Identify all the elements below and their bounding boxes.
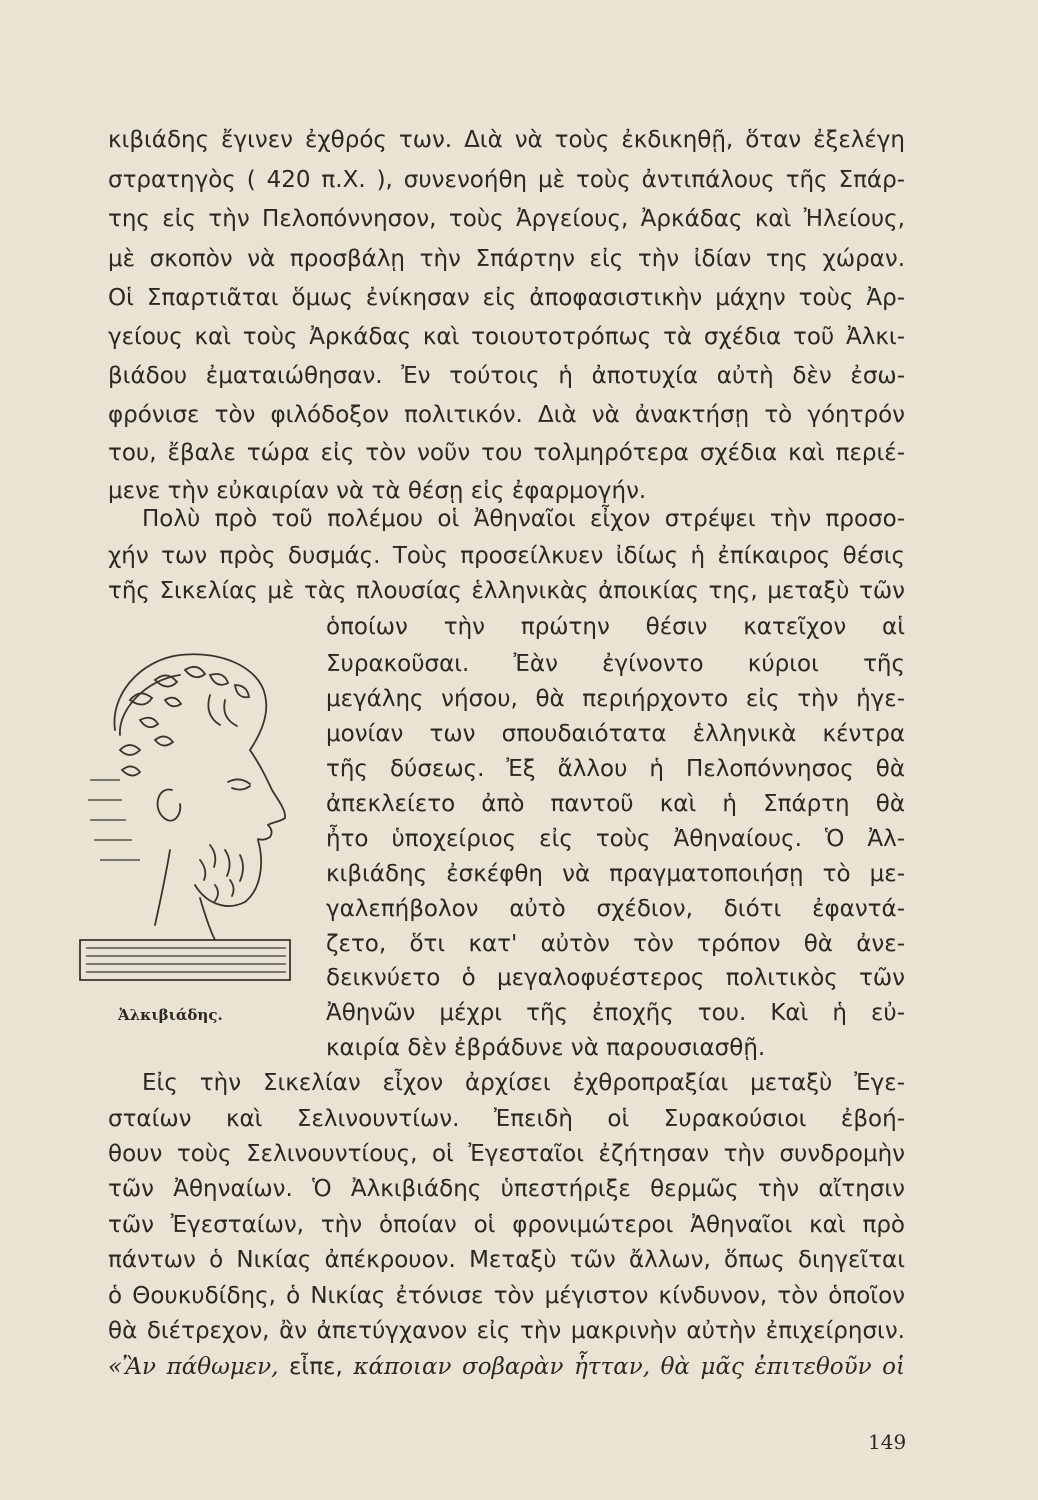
quote-start: «Ἂν πάθωμεν, bbox=[108, 1354, 279, 1380]
text-line: Εἰς τὴν Σικελίαν εἶχον ἀρχίσει ἐχθροπραξίαι μεταξὺ Ἐγε- bbox=[142, 1070, 905, 1096]
text-line: της εἰς τὴν Πελοπόννησον, τοὺς Ἀργείους, Ἀρκάδας καὶ Ἠλείους, bbox=[108, 206, 905, 232]
text-line: βιάδου ἐματαιώθησαν. Ἐν τούτοις ἡ ἀποτυχία αὐτὴ δὲν ἐσω- bbox=[108, 363, 905, 389]
text-line: χήν των πρὸς δυσμάς. Τοὺς προσείλκυεν ἰδίως ἡ ἐπίκαιρος θέσις bbox=[108, 543, 905, 569]
text-line: Ἀθηνῶν μέχρι τῆς ἐποχῆς του. Καὶ ἡ εὐ- bbox=[326, 1000, 905, 1026]
text-line: κιβιάδης ἔγινεν ἐχθρός των. Διὰ νὰ τοὺς ἐκδικηθῇ, ὅταν ἐξελέγη bbox=[108, 127, 905, 153]
text-line: ὁποίων τὴν πρώτην θέσιν κατεῖχον αἱ bbox=[326, 614, 905, 640]
text-line: Πολὺ πρὸ τοῦ πολέμου οἱ Ἀθηναῖοι εἶχον στρέψει τὴν προσο- bbox=[142, 506, 905, 532]
text-line: ὁ Θουκυδίδης, ὁ Νικίας ἐτόνισε τὸν μέγιστον κίνδυνον, τὸν ὁποῖον bbox=[108, 1283, 905, 1309]
text-line: ἀπεκλείετο ἀπὸ παντοῦ καὶ ἡ Σπάρτη θὰ bbox=[326, 791, 905, 817]
text-line: καιρία δὲν ἐβράδυνε νὰ παρουσιασθῇ. bbox=[326, 1035, 766, 1061]
text-line: τῶν Ἀθηναίων. Ὁ Ἀλκιβιάδης ὑπεστήριξε θερμῶς τὴν αἴτησιν bbox=[108, 1176, 905, 1202]
text-line: μὲ σκοπὸν νὰ προσβάλῃ τὴν Σπάρτην εἰς τὴν ἰδίαν της χώραν. bbox=[108, 246, 905, 272]
text-line: θὰ διέτρεχον, ἂν ἀπετύγχανον εἰς τὴν μακρινὴν αὐτὴν ἐπιχείρησιν. bbox=[108, 1318, 905, 1344]
image-caption: Ἀλκιβιάδης. bbox=[118, 1006, 223, 1024]
text-line: μεγάλης νήσου, θὰ περιήρχοντο εἰς τὴν ἡγε- bbox=[326, 686, 905, 712]
text-line: πάντων ὁ Νικίας ἀπέκρουον. Μεταξὺ τῶν ἄλλων, ὅπως διηγεῖται bbox=[108, 1247, 905, 1273]
text-line: θουν τοὺς Σελινουντίους, οἱ Ἐγεσταῖοι ἐζήτησαν τὴν συνδρομὴν bbox=[108, 1141, 905, 1167]
text-line: στρατηγὸς ( 420 π.Χ. ), συνενοήθη μὲ τοὺς ἀντιπάλους τῆς Σπάρ- bbox=[108, 167, 905, 193]
text-line: τῆς Σικελίας μὲ τὰς πλουσίας ἑλληνικὰς ἀποικίας της, μεταξὺ τῶν bbox=[108, 578, 905, 604]
text-line: του, ἔβαλε τώρα εἰς τὸν νοῦν του τολμηρότερα σχέδια καὶ περιέ- bbox=[108, 440, 905, 466]
text-line: ζετο, ὅτι κατ' αὐτὸν τὸν τρόπον θὰ ἀνε- bbox=[326, 931, 905, 957]
text-line: ἦτο ὑποχείριος εἰς τοὺς Ἀθηναίους. Ὁ Ἀλ- bbox=[326, 826, 905, 852]
text-line: γαλεπήβολον αὐτὸ σχέδιον, διότι ἐφαντά- bbox=[326, 896, 905, 922]
text-line: μενε τὴν εὐκαιρίαν νὰ τὰ θέσῃ εἰς ἐφαρμογήν. bbox=[108, 478, 647, 504]
alcibiades-portrait-illustration bbox=[60, 640, 310, 995]
text-line: τῆς δύσεως. Ἐξ ἄλλου ἡ Πελοπόννησος θὰ bbox=[326, 756, 905, 782]
text-line: δεικνύετο ὁ μεγαλοφυέστερος πολιτικὸς τῶν bbox=[326, 965, 905, 991]
text-line: κιβιάδης ἐσκέφθη νὰ πραγματοποιήσῃ τὸ με- bbox=[326, 861, 905, 887]
text-line: φρόνισε τὸν φιλόδοξον πολιτικόν. Διὰ νὰ ἀνακτήσῃ τὸ γόητρόν bbox=[108, 402, 905, 428]
text-line: γείους καὶ τοὺς Ἀρκάδας καὶ τοιουτοτρόπως τὰ σχέδια τοῦ Ἀλκι- bbox=[108, 324, 905, 350]
text-line: Συρακοῦσαι. Ἐὰν ἐγίνοντο κύριοι τῆς bbox=[326, 651, 905, 677]
text-line: μονίαν των σπουδαιότατα ἑλληνικὰ κέντρα bbox=[326, 721, 905, 747]
quote-line bbox=[108, 1352, 905, 1382]
text-line: τῶν Ἐγεσταίων, τὴν ὁποίαν οἱ φρονιμώτεροι Ἀθηναῖοι καὶ πρὸ bbox=[108, 1212, 905, 1238]
text-line: Οἱ Σπαρτιᾶται ὅμως ἐνίκησαν εἰς ἀποφασιστικὴν μάχην τοὺς Ἀρ- bbox=[108, 285, 905, 311]
page-number: 149 bbox=[868, 1430, 907, 1454]
text-line: σταίων καὶ Σελινουντίων. Ἐπειδὴ οἱ Συρακούσιοι ἐβοή- bbox=[108, 1106, 905, 1132]
quote-said: εἶπε, bbox=[288, 1354, 343, 1380]
quote-rest: κάποιαν σοβαρὰν ἧτταν, θὰ μᾶς ἐπιτεθοῦν οἱ bbox=[353, 1354, 906, 1380]
